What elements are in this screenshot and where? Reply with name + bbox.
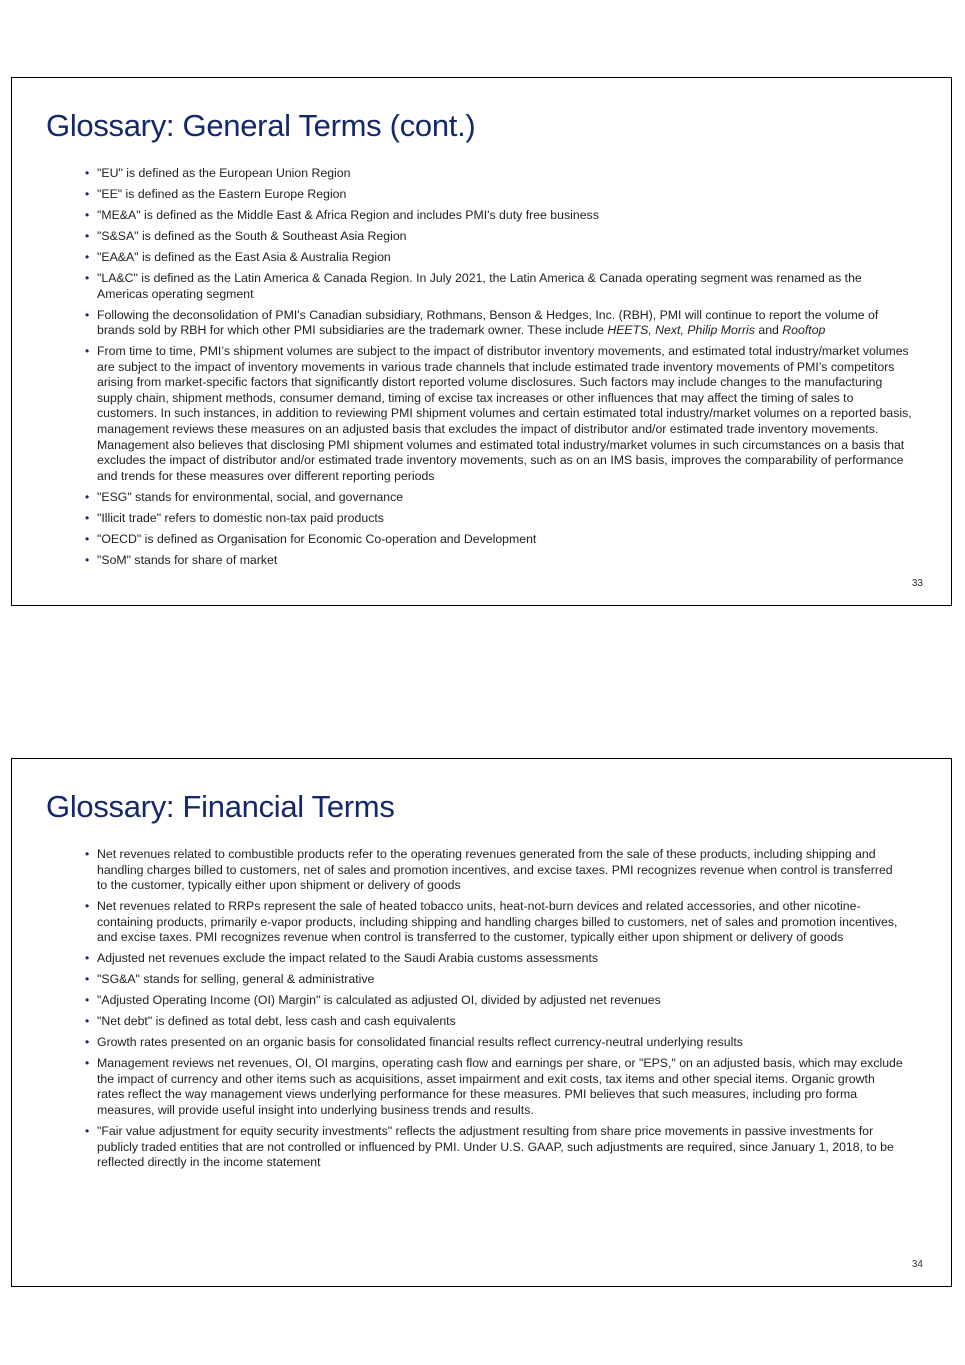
rbh-conjunction: and: [754, 323, 783, 338]
bullet-text: "Fair value adjustment for equity security investments" reflects the adjustment resulting from share price movements in passive investments for publicly traded entities that are not controlled or influenced by PMI. Under U.S. GAAP, such adjustments are required, since January 1, 2018, to be reflected directly in the income statement: [97, 1124, 894, 1170]
bullet-dot-icon: •: [85, 993, 90, 1008]
bullet-text: "OECD" is defined as Organisation for Economic Co-operation and Development: [97, 531, 537, 546]
bullet-dot-icon: •: [85, 489, 90, 504]
bullet-item: [85, 308, 915, 339]
bullet-dot-icon: •: [85, 510, 90, 525]
bullet-text: [97, 308, 878, 338]
bullet-dot-icon: •: [85, 531, 90, 546]
bullet-dot-icon: •: [85, 207, 90, 222]
bullet-item: [85, 532, 915, 548]
bullet-dot-icon: •: [85, 552, 90, 567]
bullet-dot-icon: •: [85, 166, 90, 180]
bullet-item: [85, 993, 905, 1009]
bullet-dot-icon: •: [85, 899, 90, 914]
rbh-brands: HEETS, Next, Philip Morris: [607, 323, 755, 338]
bullet-dot-icon: •: [85, 972, 90, 987]
bullet-text: Adjusted net revenues exclude the impact related to the Saudi Arabia customs assessments: [97, 951, 599, 966]
page-number: 33: [911, 578, 923, 589]
bullet-dot-icon: •: [85, 1056, 90, 1071]
bullet-item: [85, 899, 905, 946]
bullet-text: "LA&C" is defined as the Latin America & Canada Region. In July 2021, the Latin America & Canada operating segment was renamed as the Americas operating segment: [97, 270, 862, 301]
bullet-item: [85, 553, 915, 569]
bullet-item: [85, 229, 915, 245]
bullet-text: From time to time, PMI’s shipment volumes are subject to the impact of distributor inventory movements, and estimated total industry/market volumes are subject to the impact of inventory movements in various trade channels that include estimated trade inventory movements of PMI’s competitors arising from market-specific factors that significantly distort reported volume disclosures. Such factors may include changes to the manufacturing supply chain, shipment methods, consumer demand, timing of excise tax increases or other influences that may affect the timing of sales to customers. In such instances, in addition to reviewing PMI shipment volumes and certain estimated total industry/market volumes on a reported basis, management reviews these measures on an adjusted basis that excludes the impact of distributor and/or estimated trade inventory movements. Management also believes that disclosing PMI shipment volumes and estimated total industry/market volumes in such circumstances on a basis that excludes the impact of distributor and/or estimated trade inventory movements, such as on an IMS basis, improves the comparability of performance and trends for these measures over different reporting periods: [97, 344, 912, 483]
bullet-dot-icon: •: [85, 228, 90, 243]
bullet-text: "Net debt" is defined as total debt, less cash and cash equivalents: [97, 1014, 456, 1029]
bullet-text: Net revenues related to RRPs represent the sale of heated tobacco units, heat-not-burn devices and related accessories, and other nicotine-containing products, primarily e-vapor products, including shipping and handling charges billed to customers, net of sales and promotion incentives, and excise taxes. PMI recognizes revenue when control is transferred to the customer, typically either upon shipment or delivery of goods: [97, 899, 898, 945]
bullet-text: "ME&A" is defined as the Middle East & Africa Region and includes PMI's duty free business: [97, 207, 599, 222]
bullet-dot-icon: •: [85, 1014, 90, 1029]
bullet-item: [85, 208, 915, 224]
bullet-dot-icon: •: [85, 270, 90, 285]
bullet-text: "SG&A" stands for selling, general & administrative: [97, 972, 375, 987]
bullet-list: [85, 847, 905, 1176]
bullet-dot-icon: •: [85, 307, 90, 322]
bullet-text: "EU" is defined as the European Union Region: [97, 166, 351, 180]
bullet-text: Management reviews net revenues, OI, OI margins, operating cash flow and earnings per share, or "EPS," on an adjusted basis, which may exclude the impact of currency and other items such as acquisitions, asset impairment and exit costs, tax items and other special items. Organic growth rates reflect the way management views underlying performance for these measures. PMI believes that such measures, including pro forma measures, will provide useful insight into underlying business trends and results.: [97, 1056, 903, 1118]
rbh-text: Following the deconsolidation of PMI's Canadian subsidiary, Rothmans, Benson & Hedges, Inc. (RBH), PMI will continue to report the volume of brands sold by RBH for which other PMI subsidiaries are the trademark owner. These include: [97, 307, 879, 338]
bullet-text: Net revenues related to combustible products refer to the operating revenues generated from the sale of these products, including shipping and handling charges billed to customers, net of sales and promotion incentives, and excise taxes. PMI recognizes revenue when control is transferred to the customer, typically either upon shipment or delivery of goods: [97, 847, 893, 893]
bullet-item: [85, 1014, 905, 1030]
slide-title: Glossary: General Terms (cont.): [46, 108, 476, 143]
bullet-text: "Adjusted Operating Income (OI) Margin" is calculated as adjusted OI, divided by adjusted net revenues: [97, 993, 661, 1008]
bullet-item: [85, 344, 915, 484]
bullet-text: "EE" is defined as the Eastern Europe Region: [97, 186, 347, 201]
bullet-text: "ESG" stands for environmental, social, and governance: [97, 489, 404, 504]
bullet-item: [85, 490, 915, 506]
bullet-text: Growth rates presented on an organic basis for consolidated financial results reflect currency-neutral underlying results: [97, 1035, 743, 1050]
bullet-item: [85, 1035, 905, 1051]
slide-general-terms: [11, 77, 952, 606]
slide-title: Glossary: Financial Terms: [46, 789, 395, 824]
bullet-dot-icon: •: [85, 344, 90, 359]
page-number: 34: [911, 1259, 923, 1270]
bullet-item: [85, 187, 915, 203]
bullet-item: [85, 271, 915, 302]
bullet-dot-icon: •: [85, 1124, 90, 1139]
bullet-list: [85, 166, 915, 574]
bullet-dot-icon: •: [85, 1035, 90, 1050]
bullet-text: "S&SA" is defined as the South & Southeast Asia Region: [97, 228, 407, 243]
bullet-text: "Illicit trade" refers to domestic non-tax paid products: [97, 510, 384, 525]
bullet-item: [85, 1056, 905, 1118]
bullet-dot-icon: •: [85, 847, 90, 861]
bullet-dot-icon: •: [85, 249, 90, 264]
bullet-item: [85, 847, 905, 894]
bullet-dot-icon: •: [85, 186, 90, 201]
slide-financial-terms: [11, 758, 952, 1287]
bullet-text: "SoM" stands for share of market: [97, 552, 278, 567]
bullet-dot-icon: •: [85, 951, 90, 966]
bullet-item: [85, 972, 905, 988]
bullet-item: [85, 250, 915, 266]
bullet-item: [85, 951, 905, 967]
bullet-text: "EA&A" is defined as the East Asia & Australia Region: [97, 249, 391, 264]
bullet-item: [85, 166, 915, 182]
bullet-item: [85, 1124, 905, 1171]
bullet-item: [85, 511, 915, 527]
rbh-last-brand: Rooftop: [782, 323, 826, 338]
